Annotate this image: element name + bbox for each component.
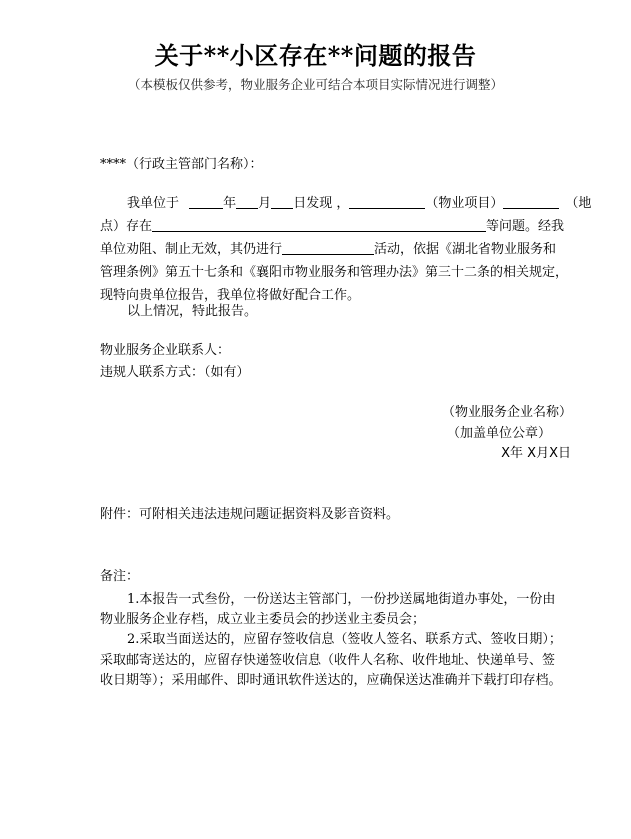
report-paragraph-line-5: 现特向贵单位报告，我单位将做好配合工作。 [100,288,361,303]
signature-company-name: （物业服务企业名称） [441,405,572,420]
note-1-line-2: 物业服务企业存档，成立业主委员会的抄送业主委员会； [100,612,426,627]
signature-date: X年 X月X日 [501,446,571,461]
text-segment: （地 [565,196,592,211]
report-paragraph-line-4: 管理条例》第五十七条和《襄阳市物业服务和管理办法》第三十二条的相关规定， [100,265,569,280]
blank-activity [282,240,374,255]
text-segment: 年 [223,196,237,211]
blank-month [236,194,258,209]
notes-heading: 备注： [100,569,140,584]
report-paragraph-line-1 [127,192,591,211]
text-segment: 等问题。经我 [486,219,565,234]
report-paragraph-line-3 [100,238,556,257]
attachment-note: 附件：可附相关违法违规问题证据资料及影音资料。 [100,507,400,522]
text-segment: 日发现 ， [293,196,350,211]
text-segment: 活动，依据《湖北省物业服务和 [374,242,557,257]
text-segment: 月 [258,196,272,211]
note-1-line-1: 1.本报告一式叁份，一份送达主管部门，一份抄送属地街道办事处，一份由 [127,592,556,607]
text-segment: 单位劝阻、制止无效，其仍进行 [100,242,283,257]
blank-issue [152,217,486,232]
company-contact-line: 物业服务企业联系人： [100,343,231,358]
text-segment: （物业项目） [425,196,504,211]
blank-location [503,194,559,209]
text-segment: 我单位于 [127,196,180,211]
recipient-line: ****（行政主管部门名称）： [100,157,263,172]
signature-seal-note: （加盖单位公章） [446,426,551,441]
blank-day [271,194,293,209]
text-segment: 点）存在 [100,219,153,234]
violator-contact-line: 违规人联系方式：（如有） [100,365,250,380]
blank-year [189,194,223,209]
note-2-line-3: 收日期等）；采用邮件、即时通讯软件送达的，应确保送达准确并下载打印存档。 [100,673,562,688]
blank-project [349,194,425,209]
note-2-line-2: 采取邮寄送达的，应留存快递签收信息（收件人名称、收件地址、快递单号、签 [100,653,556,668]
document-title: 关于**小区存在**问题的报告 [154,41,477,70]
report-paragraph-line-2 [100,215,564,234]
document-subtitle: （本模板仅供参考，物业服务企业可结合本项目实际情况进行调整） [127,77,503,92]
note-2-line-1: 2.采取当面送达的，应留存签收信息（签收人签名、联系方式、签收日期）； [127,632,562,647]
closing-sentence: 以上情况，特此报告。 [127,304,258,319]
